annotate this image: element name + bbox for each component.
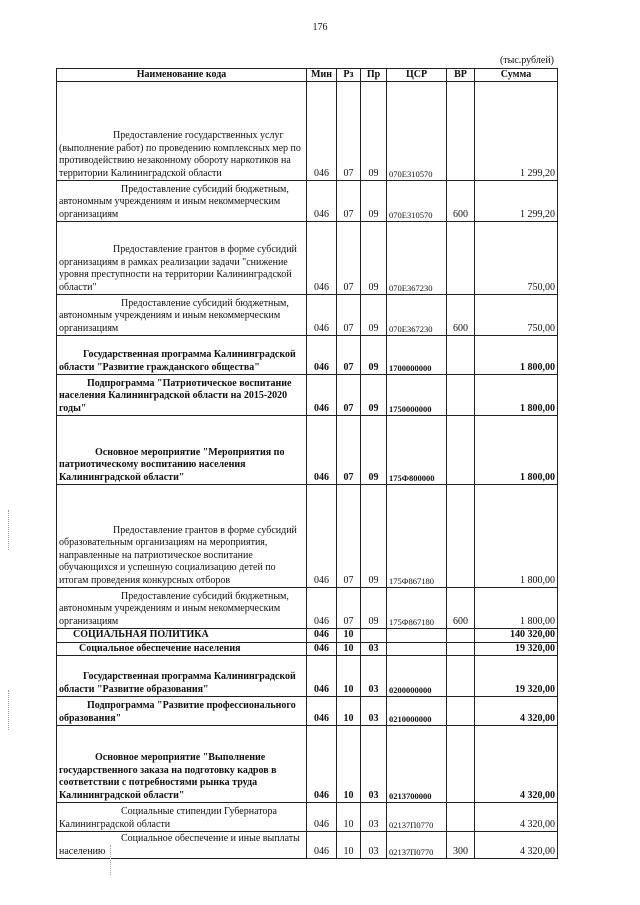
table-row xyxy=(57,803,558,832)
header-sum: Сумма xyxy=(475,69,558,82)
row-rz: 07 xyxy=(337,336,361,375)
row-csr: 02137П0770 xyxy=(387,832,447,859)
row-name: Предоставление субсидий бюджетным, автономным учреждениям и иным некоммерческим организациям xyxy=(57,295,307,336)
table-row xyxy=(57,642,558,656)
row-vr xyxy=(447,222,475,295)
row-vr xyxy=(447,803,475,832)
row-csr: 02137П0770 xyxy=(387,803,447,832)
row-min: 046 xyxy=(307,375,337,416)
table-row xyxy=(57,832,558,859)
row-rz: 07 xyxy=(337,485,361,588)
row-min: 046 xyxy=(307,629,337,643)
row-vr: 300 xyxy=(447,832,475,859)
row-pr: 09 xyxy=(361,375,387,416)
row-min: 046 xyxy=(307,222,337,295)
row-name: Основное мероприятие "Мероприятия по патриотическому воспитанию населения Калининградской области" xyxy=(57,416,307,485)
row-min: 046 xyxy=(307,295,337,336)
row-sum: 1 800,00 xyxy=(475,336,558,375)
row-name: Предоставление субсидий бюджетным, автономным учреждениям и иным некоммерческим организациям xyxy=(57,181,307,222)
row-vr xyxy=(447,656,475,697)
row-pr: 03 xyxy=(361,656,387,697)
row-sum: 19 320,00 xyxy=(475,656,558,697)
row-min: 046 xyxy=(307,642,337,656)
row-rz: 07 xyxy=(337,375,361,416)
row-pr: 03 xyxy=(361,832,387,859)
row-pr: 09 xyxy=(361,336,387,375)
row-rz: 10 xyxy=(337,642,361,656)
table-row xyxy=(57,656,558,697)
row-name: Социальное обеспечение и иные выплаты населению xyxy=(57,832,307,859)
row-rz: 07 xyxy=(337,181,361,222)
header-min: Мин xyxy=(307,69,337,82)
row-vr xyxy=(447,642,475,656)
row-sum: 4 320,00 xyxy=(475,697,558,726)
row-sum: 1 800,00 xyxy=(475,375,558,416)
row-min: 046 xyxy=(307,181,337,222)
page-number: 176 xyxy=(312,22,328,33)
row-vr: 600 xyxy=(447,588,475,629)
table-row xyxy=(57,697,558,726)
row-sum: 1 299,20 xyxy=(475,82,558,181)
row-name: СОЦИАЛЬНАЯ ПОЛИТИКА xyxy=(57,629,307,643)
row-pr: 09 xyxy=(361,416,387,485)
row-csr: 0200000000 xyxy=(387,656,447,697)
row-sum: 4 320,00 xyxy=(475,726,558,803)
row-pr: 03 xyxy=(361,726,387,803)
row-name: Государственная программа Калининградской области "Развитие гражданского общества" xyxy=(57,336,307,375)
row-pr: 09 xyxy=(361,82,387,181)
units-label: (тыс.рублей) xyxy=(499,55,554,66)
row-rz: 10 xyxy=(337,726,361,803)
row-name: Основное мероприятие "Выполнение государственного заказа на подготовку кадров в соответствии с потребностями рынка труда Калининградской области" xyxy=(57,726,307,803)
row-min: 046 xyxy=(307,485,337,588)
row-name: Государственная программа Калининградской области "Развитие образования" xyxy=(57,656,307,697)
row-csr: 070E310570 xyxy=(387,181,447,222)
row-vr xyxy=(447,629,475,643)
row-pr: 09 xyxy=(361,485,387,588)
row-rz: 07 xyxy=(337,416,361,485)
row-vr xyxy=(447,336,475,375)
row-pr: 09 xyxy=(361,588,387,629)
row-vr: 600 xyxy=(447,181,475,222)
table-row xyxy=(57,629,558,643)
row-rz: 10 xyxy=(337,697,361,726)
row-rz: 10 xyxy=(337,656,361,697)
table-row xyxy=(57,726,558,803)
margin-mark xyxy=(8,510,10,550)
row-min: 046 xyxy=(307,336,337,375)
row-sum: 140 320,00 xyxy=(475,629,558,643)
row-rz: 07 xyxy=(337,295,361,336)
row-sum: 750,00 xyxy=(475,295,558,336)
header-pr: Пр xyxy=(361,69,387,82)
budget-table xyxy=(56,68,558,859)
row-min: 046 xyxy=(307,416,337,485)
row-csr: 0213700000 xyxy=(387,726,447,803)
row-vr xyxy=(447,416,475,485)
row-name: Социальное обеспечение населения xyxy=(57,642,307,656)
row-min: 046 xyxy=(307,697,337,726)
table-row xyxy=(57,588,558,629)
row-vr xyxy=(447,375,475,416)
table-row xyxy=(57,416,558,485)
row-sum: 1 800,00 xyxy=(475,416,558,485)
row-csr: 175Ф800000 xyxy=(387,416,447,485)
row-csr: 1750000000 xyxy=(387,375,447,416)
margin-mark xyxy=(8,690,10,730)
row-name: Предоставление грантов в форме субсидий организациям в рамках реализации задачи "снижение уровня преступности на территории Калининградской области" xyxy=(57,222,307,295)
row-name: Предоставление грантов в форме субсидий образовательным организациям на мероприятия, направленные на патриотическое воспитание обучающихся и успешную социализацию детей по итогам проведения конкурсных отборов xyxy=(57,485,307,588)
table-header-row xyxy=(57,69,558,82)
row-rz: 07 xyxy=(337,588,361,629)
row-name: Предоставление субсидий бюджетным, автономным учреждениям и иным некоммерческим организациям xyxy=(57,588,307,629)
row-pr: 09 xyxy=(361,181,387,222)
row-csr: 175Ф867180 xyxy=(387,485,447,588)
row-csr xyxy=(387,642,447,656)
header-vr: ВР xyxy=(447,69,475,82)
row-rz: 10 xyxy=(337,803,361,832)
row-pr: 09 xyxy=(361,222,387,295)
row-csr: 0210000000 xyxy=(387,697,447,726)
row-sum: 19 320,00 xyxy=(475,642,558,656)
row-name: Подпрограмма "Патриотическое воспитание населения Калининградской области на 2015-2020 годы" xyxy=(57,375,307,416)
row-pr: 09 xyxy=(361,295,387,336)
margin-mark xyxy=(110,845,112,875)
row-pr: 03 xyxy=(361,697,387,726)
row-name: Предоставление государственных услуг (выполнение работ) по проведению комплексных мер по противодействию незаконному обороту наркотиков на территории Калининградской области xyxy=(57,82,307,181)
row-csr: 175Ф867180 xyxy=(387,588,447,629)
header-csr: ЦСР xyxy=(387,69,447,82)
row-rz: 07 xyxy=(337,222,361,295)
header-rz: Рз xyxy=(337,69,361,82)
row-pr: 03 xyxy=(361,803,387,832)
row-vr xyxy=(447,726,475,803)
row-rz: 10 xyxy=(337,832,361,859)
row-min: 046 xyxy=(307,656,337,697)
row-csr xyxy=(387,629,447,643)
row-rz: 07 xyxy=(337,82,361,181)
row-pr: 03 xyxy=(361,642,387,656)
table-row xyxy=(57,336,558,375)
row-name: Социальные стипендии Губернатора Калининградской области xyxy=(57,803,307,832)
row-csr: 1700000000 xyxy=(387,336,447,375)
row-min: 046 xyxy=(307,803,337,832)
row-vr xyxy=(447,82,475,181)
row-vr: 600 xyxy=(447,295,475,336)
row-min: 046 xyxy=(307,588,337,629)
row-name: Подпрограмма "Развитие профессионального образования" xyxy=(57,697,307,726)
row-sum: 750,00 xyxy=(475,222,558,295)
table-row xyxy=(57,222,558,295)
row-vr xyxy=(447,485,475,588)
table-row xyxy=(57,295,558,336)
row-min: 046 xyxy=(307,832,337,859)
row-csr: 070E367230 xyxy=(387,295,447,336)
row-csr: 070E310570 xyxy=(387,82,447,181)
row-sum: 4 320,00 xyxy=(475,832,558,859)
row-sum: 1 800,00 xyxy=(475,588,558,629)
row-min: 046 xyxy=(307,82,337,181)
row-sum: 4 320,00 xyxy=(475,803,558,832)
header-name: Наименование кода xyxy=(57,69,307,82)
row-min: 046 xyxy=(307,726,337,803)
row-sum: 1 800,00 xyxy=(475,485,558,588)
row-sum: 1 299,20 xyxy=(475,181,558,222)
table-row xyxy=(57,181,558,222)
row-csr: 070E367230 xyxy=(387,222,447,295)
table-row xyxy=(57,485,558,588)
row-pr xyxy=(361,629,387,643)
row-vr xyxy=(447,697,475,726)
table-row xyxy=(57,375,558,416)
row-rz: 10 xyxy=(337,629,361,643)
table-row xyxy=(57,82,558,181)
